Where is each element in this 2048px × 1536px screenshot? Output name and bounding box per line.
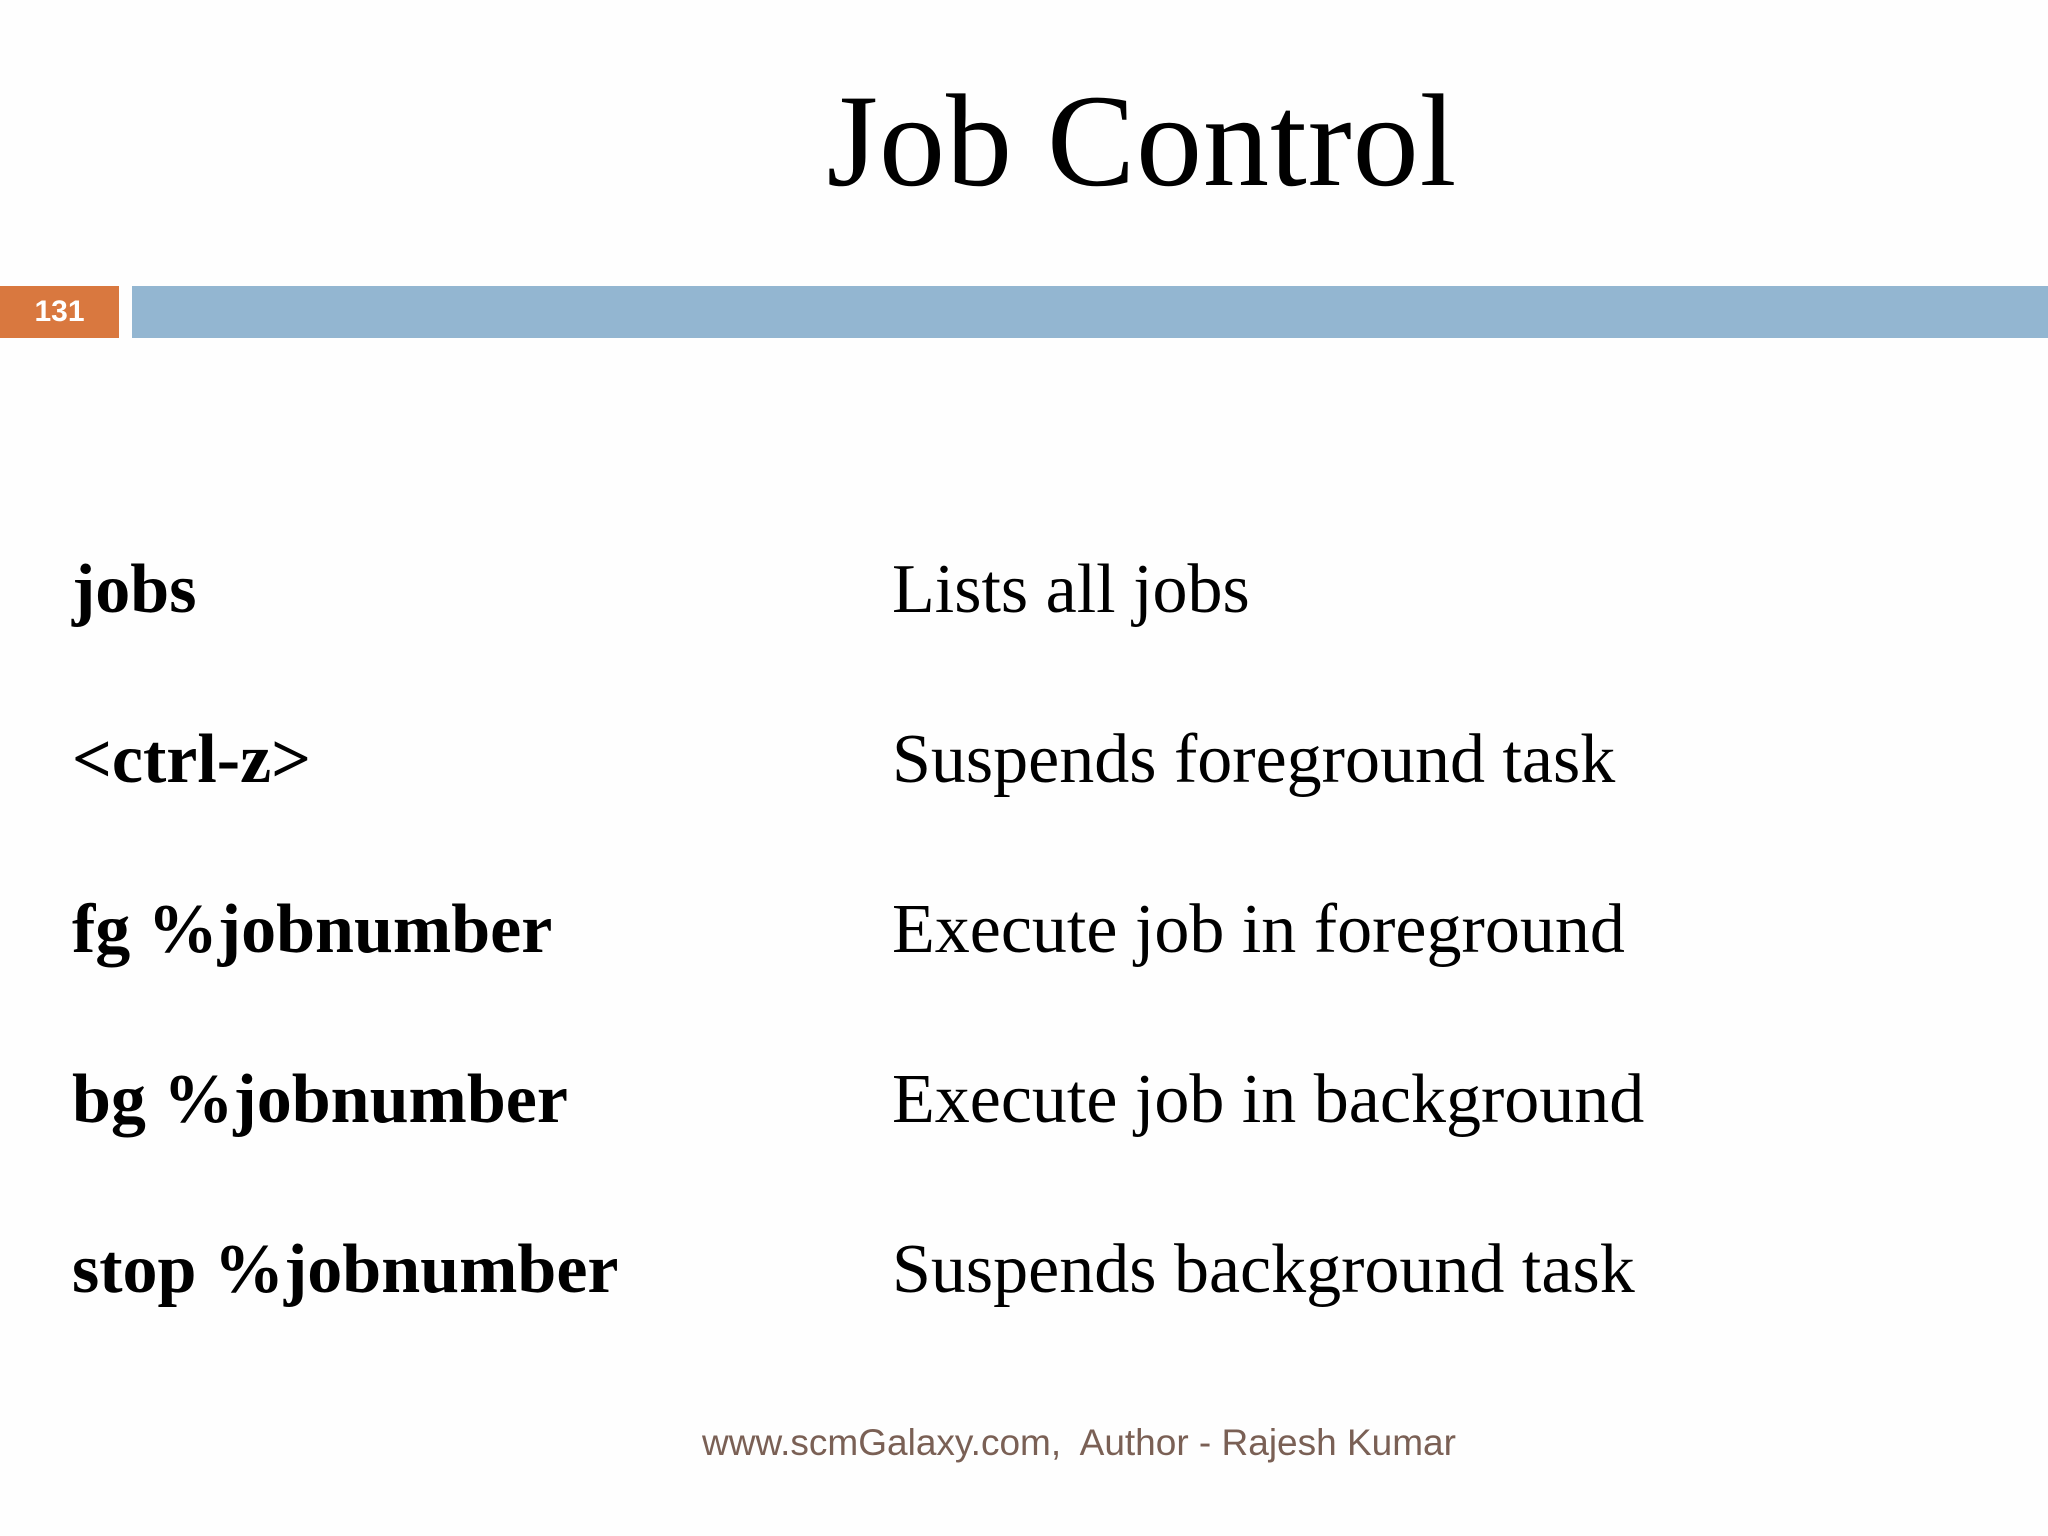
command-label: jobs bbox=[72, 551, 197, 628]
command-description: Lists all jobs bbox=[892, 551, 1250, 628]
table-row bbox=[72, 710, 1972, 880]
command-description: Suspends background task bbox=[892, 1231, 1635, 1308]
command-description: Execute job in foreground bbox=[892, 891, 1625, 968]
table-row bbox=[72, 540, 1972, 710]
table-row bbox=[72, 880, 1972, 1050]
command-description: Execute job in background bbox=[892, 1061, 1645, 1138]
slide-number-badge: 131 bbox=[0, 286, 119, 338]
command-label: stop %jobnumber bbox=[72, 1231, 619, 1308]
command-description: Suspends foreground task bbox=[892, 721, 1616, 798]
table-row bbox=[72, 1220, 1972, 1390]
command-table bbox=[72, 540, 1972, 1390]
slide-footer: www.scmGalaxy.com, Author - Rajesh Kumar bbox=[702, 1422, 1456, 1463]
table-row bbox=[72, 1050, 1972, 1220]
command-label: fg %jobnumber bbox=[72, 891, 553, 968]
slide-title: Job Control bbox=[826, 67, 1458, 214]
command-label: bg %jobnumber bbox=[72, 1061, 568, 1138]
command-label: <ctrl-z> bbox=[72, 721, 312, 798]
header-divider-bar bbox=[132, 286, 2048, 338]
